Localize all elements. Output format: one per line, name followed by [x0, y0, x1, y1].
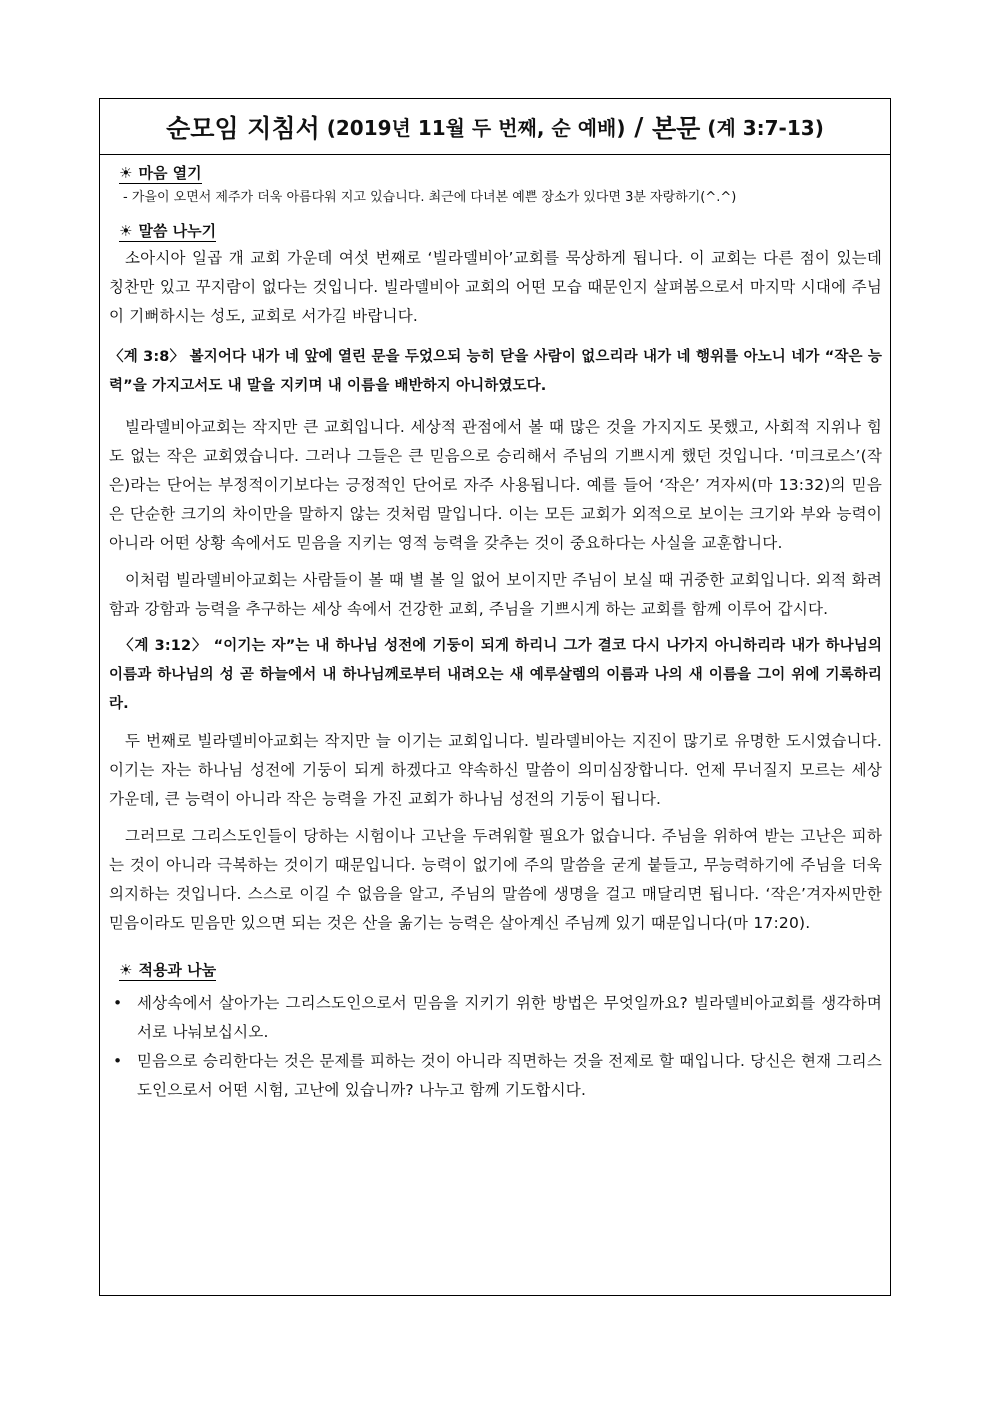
- title-main2: 본문: [652, 113, 701, 143]
- section-heading-label: 마음 열기: [138, 164, 202, 182]
- list-item: [109, 989, 882, 1047]
- sun-icon: ☀: [119, 164, 133, 182]
- intro-text: - 가을이 오면서 제주가 더욱 아름다워 지고 있습니다. 최근에 다녀본 예쁜 장소가 있다면 3분 자랑하기(^.^): [123, 190, 737, 205]
- section-heading-label: 적용과 나눔: [138, 961, 217, 979]
- title-reference: (계 3:7-13): [700, 116, 824, 140]
- section-open-heart: [109, 163, 882, 209]
- section-heading: [119, 221, 216, 242]
- apply-list: [109, 989, 882, 1105]
- page-title: [100, 99, 890, 155]
- document-content: [100, 155, 890, 1105]
- document-frame: [99, 98, 891, 1296]
- sun-icon: ☀: [119, 961, 133, 979]
- paragraph: 그러므로 그리스도인들이 당하는 시험이나 고난을 두려워할 필요가 없습니다. 주님을 위하여 받는 고난은 피하는 것이 아니라 극복하는 것이기 때문입니다. 능력이 없기에 주의 말씀을 굳게 붙들고, 무능력하기에 주님을 더욱 의지하는 것입니다. 스스로 이길 수 없음을 알고, 주님의 말씀에 생명을 걸고 매달리면 됩니다. ‘작은’겨자씨만한 믿음이라도 믿음만 있으면 되는 것은 산을 옮기는 능력은 살아계신 주님께 있기 때문입니다(마 17:20).: [109, 827, 882, 932]
- title-main: 순모임 지침서: [166, 113, 320, 143]
- bullet-icon: •: [113, 994, 123, 1012]
- sun-icon: ☀: [119, 222, 133, 240]
- list-item-text: 세상속에서 살아가는 그리스도인으로서 믿음을 지키기 위한 방법은 무엇일까요? 빌라델비아교회를 생각하며 서로 나눠보십시오.: [137, 994, 882, 1041]
- paragraph: 이처럼 빌라델비아교회는 사람들이 볼 때 별 볼 일 없어 보이지만 주님이 보실 때 귀중한 교회입니다. 외적 화려함과 강함과 능력을 추구하는 세상 속에서 건강한 교회, 주님을 기쁘시게 하는 교회를 함께 이루어 갑시다.: [109, 571, 882, 618]
- scripture-quote: 〈계 3:12〉 “이기는 자”는 내 하나님 성전에 기둥이 되게 하리니 그가 결코 다시 나가지 아니하리라 내가 하나님의 이름과 하나님의 성 곧 하늘에서 내 하나님께로부터 내려오는 새 예루살렘의 이름과 나의 새 이름을 그이 위에 기록하리라.: [109, 638, 882, 712]
- list-item: [109, 1047, 882, 1105]
- title-subtitle: (2019년 11월 두 번째, 순 예배): [319, 116, 626, 140]
- bullet-icon: •: [113, 1052, 123, 1070]
- section-heading-label: 말씀 나누기: [138, 222, 217, 240]
- section-heading: [119, 960, 216, 981]
- section-word-sharing: [109, 221, 882, 938]
- section-apply-sharing: [109, 960, 882, 1105]
- paragraph: 빌라델비아교회는 작지만 큰 교회입니다. 세상적 관점에서 볼 때 많은 것을 가지지도 못했고, 사회적 지위나 힘도 없는 작은 교회였습니다. 그러나 그들은 큰 믿음으로 승리해서 주님의 기쁘시게 했던 것입니다. ‘미크로스’(작은)라는 단어는 부정적이기보다는 긍정적인 단어로 자주 사용됩니다. 예를 들어 ‘작은’ 겨자씨(마 13:32)의 믿음은 단순한 크기의 차이만을 말하지 않는 것처럼 말입니다. 이는 모든 교회가 외적으로 보이는 크기와 부와 능력이 아니라 어떤 상황 속에서도 믿음을 지키는 영적 능력을 갖추는 것이 중요하다는 사실을 교훈합니다.: [109, 418, 882, 552]
- paragraph: 두 번째로 빌라델비아교회는 작지만 늘 이기는 교회입니다. 빌라델비아는 지진이 많기로 유명한 도시였습니다. 이기는 자는 하나님 성전에 기둥이 되게 하겠다고 약속하신 말씀이 의미심장합니다. 언제 무너질지 모르는 세상 가운데, 큰 능력이 아니라 작은 능력을 가진 교회가 하나님 성전의 기둥이 됩니다.: [109, 732, 882, 808]
- title-slash: /: [625, 112, 653, 141]
- list-item-text: 믿음으로 승리한다는 것은 문제를 피하는 것이 아니라 직면하는 것을 전제로 할 때입니다. 당신은 현재 그리스도인으로서 어떤 시험, 고난에 있습니까? 나누고 함께 기도합시다.: [137, 1052, 882, 1099]
- section-heading: [119, 163, 202, 184]
- scripture-quote: 〈계 3:8〉 볼지어다 내가 네 앞에 열린 문을 두었으되 능히 닫을 사람이 없으리라 내가 네 행위를 아노니 네가 “작은 능력”을 가지고서도 내 말을 지키며 내 이름을 배반하지 아니하였도다.: [109, 349, 882, 394]
- paragraph: 소아시아 일곱 개 교회 가운데 여섯 번째로 ‘빌라델비아’교회를 묵상하게 됩니다. 이 교회는 다른 점이 있는데 칭찬만 있고 꾸지람이 없다는 것입니다. 빌라델비아 교회의 어떤 모습 때문인지 살펴봄으로서 마지막 시대에 주님이 기뻐하시는 성도, 교회로 서가길 바랍니다.: [109, 249, 882, 325]
